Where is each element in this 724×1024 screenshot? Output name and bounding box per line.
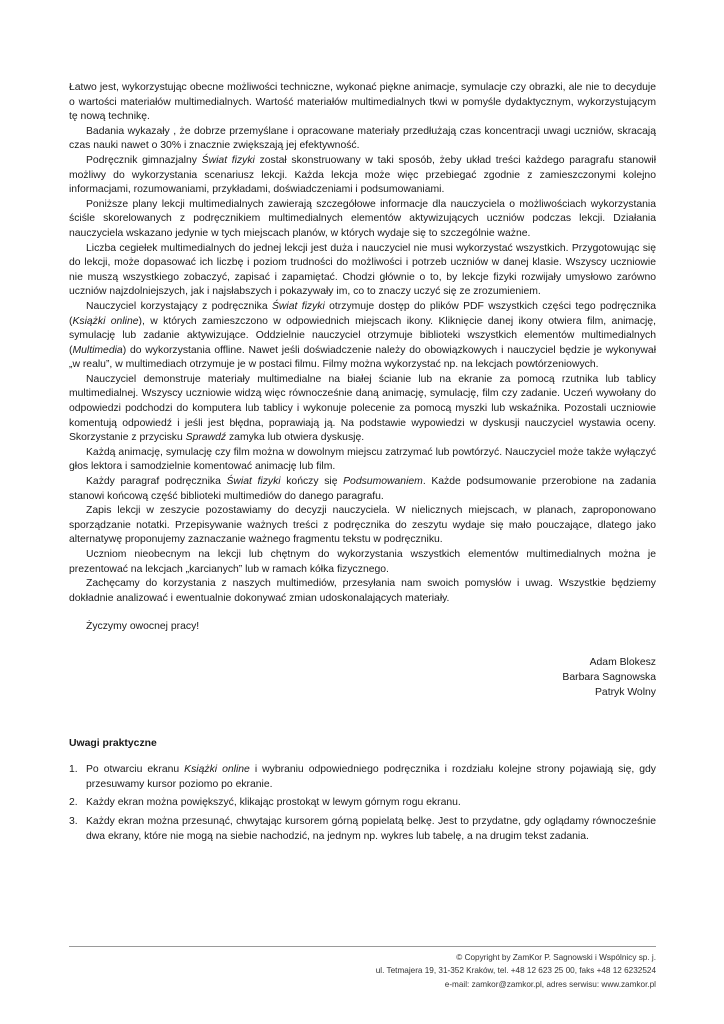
text-run: ) do wykorzystania offline. Nawet jeśli doświadczenie należy do obowiązkowych i nauczyciel będzie je wykonywał „w realu”, w multimediach otrzymuje je w postaci filmu. Filmy można wykorzystać np. na lekcjach powtórzeniowych. [69, 344, 656, 371]
text-run: Badania wykazały , że dobrze przemyślane i opracowane materiały przedłużają czas koncentracji uwagi uczniów, skracają czas nauki nawet o 30% i znacznie zwiększają jej efektywność. [69, 125, 656, 152]
paragraph [69, 373, 656, 446]
text-run: Podręcznik gimnazjalny [86, 154, 202, 166]
paragraph [69, 125, 656, 154]
paragraph [69, 475, 656, 504]
document-body [69, 81, 656, 848]
paragraph [69, 198, 656, 242]
paragraph [69, 300, 656, 373]
text-run: i wybraniu odpowiedniego podręcznika i rozdziału kolejne strony pojawiają się, gdy przesuwamy kursor poziomo po ekranie. [86, 764, 656, 790]
intro-text [69, 81, 656, 606]
text-run: Każdą animację, symulację czy film można w dowolnym miejscu zatrzymać lub powtórzyć. Nauczyciel może także wyłączyć głos lektora i samodzielnie komentować animację lub film. [69, 446, 656, 473]
italic-title: Podsumowaniem [343, 476, 423, 488]
paragraph [69, 548, 656, 577]
paragraph [69, 154, 656, 198]
text-run: Nauczyciel korzystający z podręcznika [86, 300, 272, 312]
text-run: . Każde podsumowanie przerobione na zadania stanowi końcową część biblioteki multimediów do danego paragrafu. [69, 476, 656, 502]
paragraph [69, 577, 656, 606]
text-run: Po otwarciu ekranu [86, 764, 185, 776]
italic-title: Multimedia [72, 344, 123, 356]
paragraph [69, 504, 656, 548]
paragraph [69, 242, 656, 300]
note-number: 3. [69, 815, 78, 827]
note-number: 1. [69, 764, 78, 776]
paragraph [69, 446, 656, 475]
footer [69, 951, 656, 991]
notes-list [69, 763, 656, 844]
note-number: 2. [69, 797, 78, 809]
signature-author: Barbara Sagnowska [562, 672, 656, 684]
note-item [69, 796, 656, 811]
text-run: Nauczyciel demonstruje materiały multimedialne na białej ścianie lub na ekranie za pomocą rzutnika lub tablicy multimedialnej. Wszyscy uczniowie widzą więc równocześnie daną animację, symulację, film czy zadanie. Uczeń wywołany do odpowiedzi podchodzi do komputera lub tablicy i wykonuje polecenie za pomocą myszki lub wskaźnika. Pozostali uczniowie komentują odpowiedź i jeśli jest błędna, poprawiają ją. Na podstawie wypowiedzi w dyskusji nauczyciel wystawia oceny. Skorzystanie z przycisku [69, 373, 656, 444]
text-run: Zapis lekcji w zeszycie pozostawiamy do decyzji nauczyciela. W nielicznych miejscach, w planach, zaproponowano sporządzanie notatki. Przepisywanie ważnych treści z podręcznika do zeszytu wydaje się mało pouczające, dlatego jako alternatywę proponujemy zaznaczanie ważnego fragmentu tekstu w podręczniku. [69, 505, 656, 546]
italic-title: Świat fizyki [271, 300, 325, 312]
text-run: otrzymuje dostęp do plików PDF wszystkich części tego podręcznika ( [69, 300, 656, 327]
text-run: Każdy paragraf podręcznika [86, 476, 227, 488]
signature-author: Adam Blokesz [589, 656, 656, 668]
text-run: zamyka lub otwiera dyskusję. [226, 432, 365, 444]
footer-divider [69, 946, 656, 947]
text-run: kończy się [280, 476, 344, 488]
text-run: Zachęcamy do korzystania z naszych multimediów, przesyłania nam swoich pomysłów i uwag. Wszystkie będziemy dokładnie analizować i ewentualnie dokonywać zmian udoskonalających materiały. [69, 578, 656, 604]
italic-title: Książki online [72, 315, 139, 327]
notes-heading: Uwagi praktyczne [69, 737, 157, 749]
footer-contact: e-mail: zamkor@zamkor.pl, adres serwisu: www.zamkor.pl [444, 979, 656, 989]
signatures [69, 655, 656, 701]
footer-address: ul. Tetmajera 19, 31-352 Kraków, tel. +48 12 623 25 00, faks +48 12 6232524 [375, 966, 656, 976]
text-run: ), w których zamieszczono w odpowiednich miejscach ikony. Kliknięcie danej ikony otwiera film, animację, symulację lub zadanie aktywizujące. Oddzielnie nauczyciel otrzymuje biblioteki wszystkich elementów multimedialnych ( [69, 315, 657, 356]
footer-copyright: © Copyright by ZamKor P. Sagnowski i Wspólnicy sp. j. [456, 953, 656, 962]
text-run: został skonstruowany w taki sposób, żeby układ treści każdego paragrafu stanowił możliwy do wykorzystania scenariusz lekcji. Każda lekcja może więc przebiegać zgodnie z zamieszczonymi kolejno informacjami, rozumowaniami, przykładami, doświadczeniami i podsumowaniami. [69, 154, 656, 196]
text-run: Każdy ekran można powiększyć, klikając prostokąt w lewym górnym rogu ekranu. [86, 797, 461, 809]
text-run: Łatwo jest, wykorzystując obecne możliwości techniczne, wykonać piękne animacje, symulacje czy obrazki, ale nie to decyduje o wartości materiałów multimedialnych. Wartość materiałów multimedialnych tkwi w pomyśle dydaktycznym, wykorzystującym tę nową technikę. [69, 82, 656, 123]
note-item [69, 763, 656, 792]
text-run: Każdy ekran można przesunąć, chwytając kursorem górną popielatą belkę. Jest to przydatne, gdy oglądamy równocześnie dwa ekrany, które nie mogą na siebie nachodzić, na jednym np. wykres lub tabelę, a na drugim tekst zadania. [86, 815, 656, 842]
text-run: Liczba cegiełek multimedialnych do jednej lekcji jest duża i nauczyciel nie musi wykorzystać wszystkich. Przygotowując się do lekcji, może dopasować ich liczbę i poziom trudności do możliwości i potrzeb uczniów w danej klasie. Wszyscy uczniowie nie muszą wszystkiego zobaczyć, zapisać i zapamiętać. Chodzi głównie o to, by lekcje fizyki rozwijały umysłowo zarówno uczniów najzdolniejszych, jak i najsłabszych i pokazywały im, co to znaczy uczyć się ze zrozumieniem. [69, 242, 656, 298]
note-item [69, 815, 656, 844]
italic-title: Świat fizyki [201, 154, 255, 166]
greeting: Życzymy owocnej pracy! [86, 621, 200, 633]
italic-title: Świat fizyki [226, 476, 281, 488]
text-run: Uczniom nieobecnym na lekcji lub chętnym do wykorzystania wszystkich elementów multimedialnych można je prezentować na lekcjach „karcianych” lub w ramach kółka fizycznego. [69, 549, 656, 575]
italic-title: Książki online [184, 764, 250, 776]
signature-author: Patryk Wolny [594, 687, 656, 699]
text-run: Poniższe plany lekcji multimedialnych zawierają szczegółowe informacje dla nauczyciela o możliwościach wykorzystania ściśle skorelowanych z podręcznikiem multimedialnych elementów aktywizujących uczniów podczas lekcji. Działania nauczyciela wskazano jedynie w tych miejscach planów, w których wydaje się to szczególnie ważne. [69, 198, 656, 239]
italic-title: Sprawdź [185, 432, 227, 444]
paragraph [69, 81, 656, 125]
